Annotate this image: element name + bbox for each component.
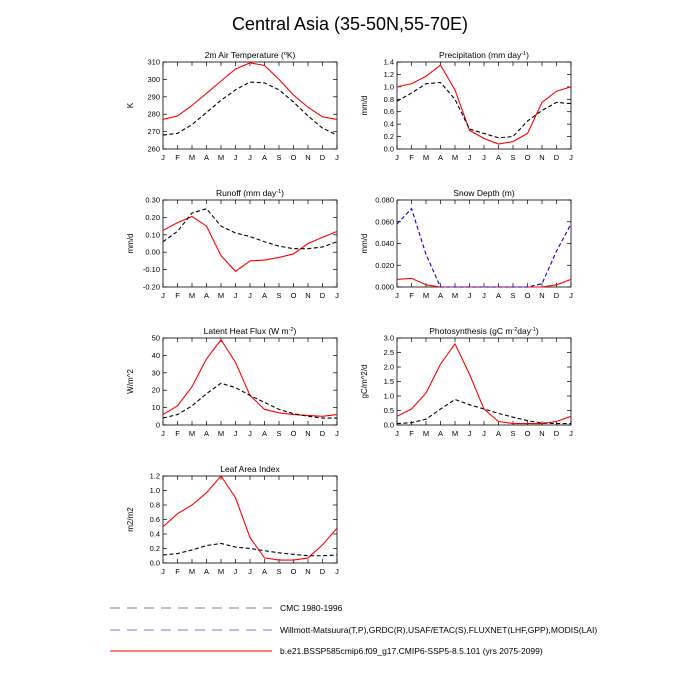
- y-tick-label: 300: [147, 74, 160, 84]
- x-tick-label: N: [539, 153, 545, 162]
- x-tick-label: A: [261, 153, 268, 162]
- y-tick-label: 0.2: [383, 132, 394, 142]
- legend: [110, 603, 597, 656]
- x-tick-label: A: [495, 153, 502, 162]
- series-line-1: [397, 209, 571, 287]
- axis-frame: [397, 338, 571, 425]
- y-tick-label: 2.0: [383, 362, 394, 372]
- x-tick-label: J: [467, 153, 472, 162]
- x-tick-label: J: [482, 291, 486, 300]
- x-tick-label: D: [319, 291, 326, 300]
- y-tick-label: 310: [147, 57, 160, 67]
- series-line-0: [397, 65, 571, 144]
- x-tick-label: D: [319, 153, 326, 162]
- y-tick-label: 0.060: [375, 217, 394, 227]
- y-axis-label: mm/d: [360, 95, 369, 116]
- y-tick-label: 0.080: [375, 195, 394, 205]
- x-tick-label: A: [437, 291, 444, 300]
- y-tick-label: 280: [147, 109, 160, 119]
- panel-title: 2m Air Temperature ($^o$K): [204, 50, 296, 60]
- y-tick-label: 0.0: [149, 558, 160, 568]
- panel-title: Photosynthesis (gC $m^{-2}day^{-1}$): [429, 326, 539, 336]
- x-tick-label: J: [335, 429, 339, 438]
- y-tick-label: 0.040: [375, 239, 394, 248]
- y-tick-label: 3.0: [383, 333, 394, 343]
- y-tick-label: 30: [151, 368, 160, 378]
- x-tick-label: J: [482, 153, 486, 162]
- x-tick-label: J: [395, 291, 399, 300]
- axis-frame: [397, 62, 571, 149]
- x-tick-label: F: [175, 291, 180, 300]
- panel-title: Leaf Area Index: [220, 464, 280, 474]
- x-tick-label: M: [217, 567, 225, 576]
- x-tick-label: O: [290, 429, 297, 438]
- y-tick-label: 290: [147, 92, 160, 102]
- legend-label-2: b.e21.BSSP585cmip6.f09_g17.CMIP6-SSP5-8.5.101 (yrs 2075-2099): [280, 646, 543, 656]
- x-tick-label: A: [261, 291, 268, 300]
- x-tick-label: A: [203, 429, 210, 438]
- x-tick-label: A: [261, 567, 268, 576]
- y-tick-label: 0.30: [145, 195, 160, 205]
- x-tick-label: O: [524, 429, 531, 438]
- x-tick-label: N: [539, 291, 545, 300]
- x-tick-label: D: [553, 291, 560, 300]
- x-tick-label: A: [495, 429, 502, 438]
- x-tick-label: J: [248, 153, 252, 162]
- x-tick-label: J: [161, 567, 165, 576]
- series-line-0: [397, 344, 571, 424]
- y-tick-label: 1.0: [383, 391, 394, 401]
- x-tick-label: N: [305, 567, 311, 576]
- x-tick-label: F: [175, 567, 180, 576]
- y-axis-label: mm/d: [360, 233, 369, 254]
- y-tick-label: 0.2: [149, 544, 160, 553]
- x-tick-label: A: [495, 291, 502, 300]
- legend-label-1: Willmott-Matsuura(T,P),GRDC(R),USAF/ETAC(S),FLUXNET(LHF,GPP),MODIS(LAI): [280, 625, 598, 635]
- x-tick-label: N: [539, 429, 545, 438]
- x-tick-label: J: [395, 429, 399, 438]
- x-tick-label: O: [524, 291, 531, 300]
- x-tick-label: M: [217, 429, 225, 438]
- y-tick-label: 0.000: [375, 282, 394, 292]
- x-tick-label: D: [319, 429, 326, 438]
- y-tick-label: 0.6: [149, 515, 160, 524]
- x-tick-label: F: [409, 429, 414, 438]
- x-tick-label: A: [437, 429, 444, 438]
- x-tick-label: J: [335, 291, 339, 300]
- x-tick-label: S: [276, 153, 282, 162]
- x-tick-label: J: [569, 153, 573, 162]
- y-tick-label: 1.0: [383, 82, 394, 92]
- series-line-0: [163, 217, 337, 272]
- y-axis-label: W/m^2: [126, 369, 135, 394]
- x-tick-label: S: [276, 429, 282, 438]
- x-tick-label: M: [451, 153, 459, 162]
- panel-title: Snow Depth (m): [453, 188, 515, 198]
- x-tick-label: D: [553, 429, 560, 438]
- x-tick-label: N: [305, 291, 311, 300]
- x-tick-label: J: [248, 429, 252, 438]
- x-tick-label: F: [175, 429, 180, 438]
- panel-title: Latent Heat Flux (W $m^{-2}$): [203, 326, 297, 336]
- y-tick-label: 50: [151, 333, 160, 343]
- series-line-1: [163, 543, 337, 555]
- y-tick-label: 1.5: [383, 377, 394, 386]
- axis-frame: [163, 200, 337, 287]
- x-tick-label: M: [422, 291, 430, 300]
- x-tick-label: M: [217, 291, 225, 300]
- x-tick-label: M: [217, 153, 225, 162]
- y-tick-label: 1.4: [383, 57, 394, 67]
- x-tick-label: S: [510, 429, 516, 438]
- x-tick-label: O: [290, 291, 297, 300]
- x-tick-label: N: [305, 429, 311, 438]
- x-tick-label: J: [335, 567, 339, 576]
- x-tick-label: O: [290, 153, 297, 162]
- x-tick-label: J: [467, 291, 472, 300]
- x-tick-label: A: [203, 567, 210, 576]
- y-tick-label: 0.8: [383, 94, 394, 104]
- y-axis-label: K: [126, 102, 135, 109]
- panel-title: Runoff (mm day$^{-1}$): [215, 188, 285, 198]
- panel-0: [126, 50, 339, 162]
- x-tick-label: N: [305, 153, 311, 162]
- x-tick-label: M: [188, 153, 196, 162]
- x-tick-label: J: [482, 429, 486, 438]
- y-tick-label: 1.2: [383, 69, 394, 79]
- x-tick-label: M: [422, 153, 430, 162]
- y-tick-label: 20: [151, 385, 160, 395]
- x-tick-label: M: [451, 429, 459, 438]
- x-tick-label: A: [437, 153, 444, 162]
- series-line-1: [397, 83, 571, 138]
- x-tick-label: J: [161, 291, 165, 300]
- y-tick-label: -0.10: [142, 265, 160, 275]
- y-tick-label: 0.00: [145, 247, 160, 257]
- y-tick-label: 0.0: [383, 144, 394, 154]
- x-tick-label: F: [409, 153, 414, 162]
- x-tick-label: F: [409, 291, 414, 300]
- y-tick-label: 0.8: [149, 500, 160, 510]
- x-tick-label: S: [510, 153, 516, 162]
- y-axis-label: m2/m2: [126, 507, 135, 532]
- series-line-0: [163, 63, 337, 120]
- y-axis-label: gC/m^2/d: [360, 364, 369, 399]
- x-tick-label: J: [233, 291, 238, 300]
- panel-2: [126, 188, 339, 300]
- x-tick-label: J: [233, 153, 238, 162]
- panel-4: [126, 326, 339, 438]
- axis-frame: [163, 62, 337, 149]
- panel-3: [360, 188, 573, 300]
- x-tick-label: O: [290, 567, 297, 576]
- x-tick-label: M: [422, 429, 430, 438]
- x-tick-label: M: [451, 291, 459, 300]
- y-tick-label: 2.5: [383, 348, 394, 357]
- y-tick-label: 0.20: [145, 212, 160, 222]
- y-tick-label: 1.0: [149, 486, 160, 495]
- panel-6: [126, 464, 339, 576]
- x-tick-label: J: [161, 153, 165, 162]
- x-tick-label: J: [248, 291, 252, 300]
- x-tick-label: J: [467, 429, 472, 438]
- y-tick-label: 1.2: [149, 471, 160, 481]
- x-tick-label: J: [395, 153, 399, 162]
- y-axis-label: mm/d: [126, 233, 135, 254]
- x-tick-label: A: [203, 291, 210, 300]
- series-line-0: [163, 476, 337, 560]
- x-tick-label: J: [233, 429, 238, 438]
- y-tick-label: 260: [147, 144, 160, 154]
- panel-1: [360, 50, 573, 162]
- x-tick-label: S: [276, 291, 282, 300]
- x-tick-label: J: [335, 153, 339, 162]
- x-tick-label: O: [524, 153, 531, 162]
- x-tick-label: A: [261, 429, 268, 438]
- y-tick-label: -0.20: [142, 282, 160, 292]
- axis-frame: [397, 200, 571, 287]
- x-tick-label: D: [553, 153, 560, 162]
- axis-frame: [163, 338, 337, 425]
- x-tick-label: J: [161, 429, 165, 438]
- y-tick-label: 0.5: [383, 406, 394, 415]
- x-tick-label: J: [233, 567, 238, 576]
- y-tick-label: 0.10: [145, 230, 160, 240]
- series-line-0: [163, 340, 337, 417]
- y-tick-label: 10: [151, 403, 160, 413]
- y-tick-label: 0.4: [383, 119, 394, 129]
- figure-title: Central Asia (35-50N,55-70E): [231, 14, 469, 34]
- y-tick-label: 0.020: [375, 260, 394, 270]
- axis-frame: [163, 476, 337, 563]
- x-tick-label: M: [188, 291, 196, 300]
- x-tick-label: M: [188, 567, 196, 576]
- x-tick-label: J: [569, 291, 573, 300]
- x-tick-label: A: [203, 153, 210, 162]
- legend-label-0: CMC 1980-1996: [280, 603, 343, 613]
- y-tick-label: 0: [155, 420, 160, 430]
- y-tick-label: 0.6: [383, 107, 394, 117]
- y-tick-label: 40: [151, 350, 160, 360]
- x-tick-label: S: [510, 291, 516, 300]
- panel-title: Precipitation (mm day$^{-1}$): [439, 50, 529, 60]
- x-tick-label: M: [188, 429, 196, 438]
- x-tick-label: S: [276, 567, 282, 576]
- x-tick-label: J: [248, 567, 252, 576]
- panels: [126, 50, 573, 576]
- y-tick-label: 0.0: [383, 420, 394, 430]
- series-line-1: [163, 383, 337, 418]
- x-tick-label: J: [569, 429, 573, 438]
- x-tick-label: D: [319, 567, 326, 576]
- x-tick-label: F: [175, 153, 180, 162]
- y-tick-label: 0.4: [149, 529, 160, 539]
- panel-5: [360, 326, 573, 438]
- series-line-1: [397, 399, 571, 423]
- y-tick-label: 270: [147, 127, 160, 137]
